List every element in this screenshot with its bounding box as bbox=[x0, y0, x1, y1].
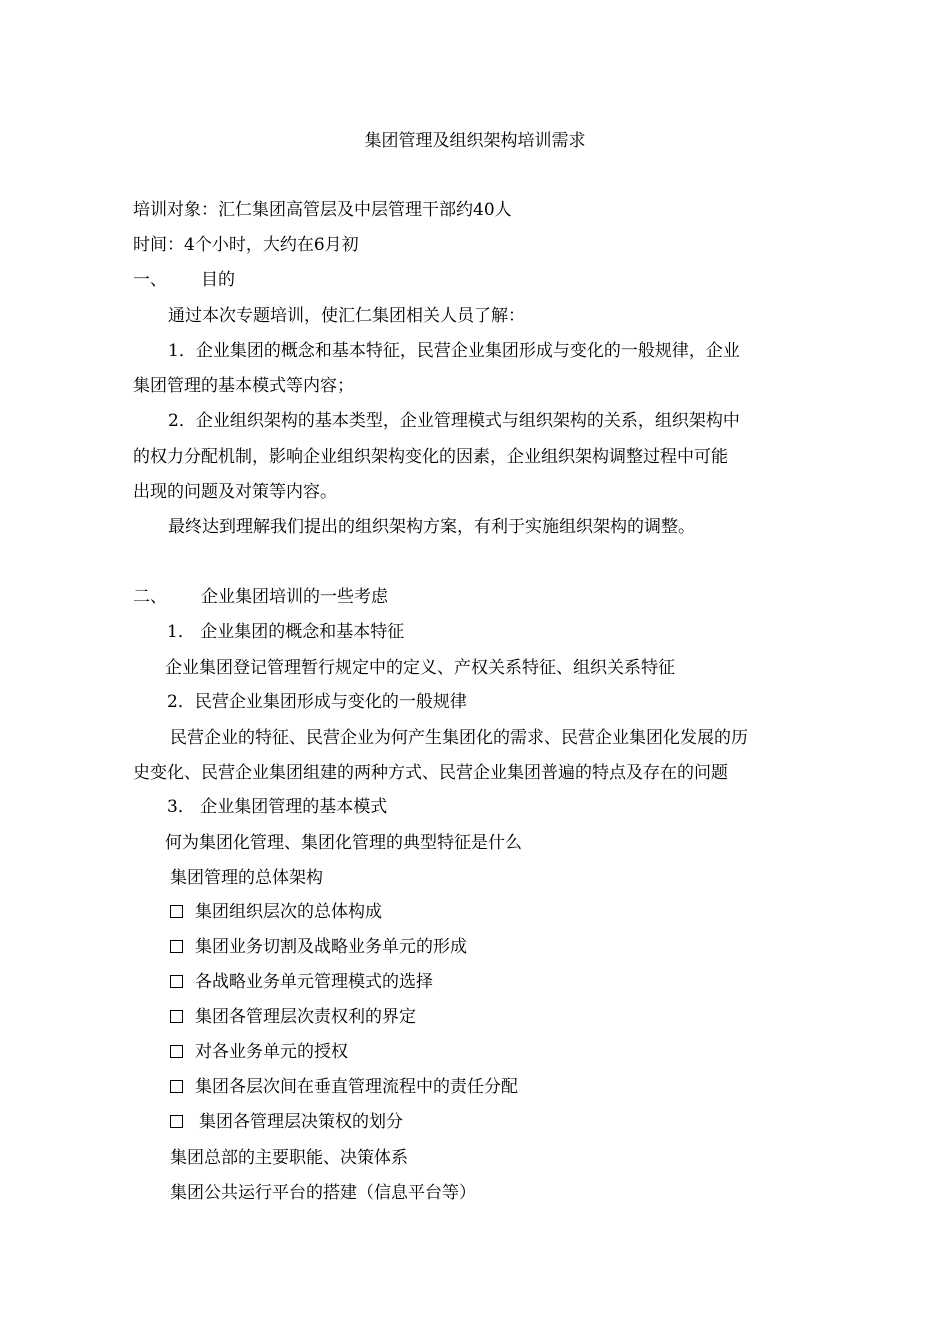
checklist-item: 各战略业务单元管理模式的选择 bbox=[170, 970, 433, 994]
checklist-item: 集团各管理层决策权的划分 bbox=[170, 1110, 403, 1134]
training-audience: 培训对象：汇仁集团高管层及中层管理干部约40人 bbox=[133, 200, 512, 220]
training-time: 时间：4个小时，大约在6月初 bbox=[133, 235, 359, 255]
subsection-1-title: 1． 企业集团的概念和基本特征 bbox=[167, 622, 405, 642]
page-title: 集团管理及组织架构培训需求 bbox=[364, 131, 586, 151]
checkbox-icon bbox=[170, 905, 183, 918]
section-1-item-1-line-2: 集团管理的基本模式等内容； bbox=[133, 376, 354, 396]
subsection-3-title: 3． 企业集团管理的基本模式 bbox=[167, 797, 388, 817]
section-1-item-1-line-1: 1．企业集团的概念和基本特征，民营企业集团形成与变化的一般规律，企业 bbox=[168, 341, 740, 361]
checkbox-icon bbox=[170, 940, 183, 953]
section-1-title: 目的 bbox=[201, 270, 235, 290]
headquarters-functions: 集团总部的主要职能、决策体系 bbox=[170, 1148, 408, 1168]
section-1-intro: 通过本次专题培训，使汇仁集团相关人员了解： bbox=[168, 306, 525, 326]
checkbox-icon bbox=[170, 1010, 183, 1023]
checklist-item: 对各业务单元的授权 bbox=[170, 1040, 348, 1064]
section-1-heading bbox=[133, 268, 235, 292]
section-1-item-2-line-2: 的权力分配机制，影响企业组织架构变化的因素，企业组织架构调整过程中可能 bbox=[133, 447, 728, 467]
subsection-1-body: 企业集团登记管理暂行规定中的定义、产权关系特征、组织关系特征 bbox=[165, 658, 675, 678]
section-1-item-2-line-1: 2．企业组织架构的基本类型，企业管理模式与组织架构的关系，组织架构中 bbox=[168, 411, 740, 431]
subsection-2-body-line-2: 史变化、民营企业集团组建的两种方式、民营企业集团普遍的特点及存在的问题 bbox=[133, 763, 728, 783]
section-1-number: 一、 bbox=[133, 270, 167, 290]
section-1-conclusion: 最终达到理解我们提出的组织架构方案，有利于实施组织架构的调整。 bbox=[168, 517, 695, 537]
checkbox-icon bbox=[170, 1045, 183, 1058]
section-2-number: 二、 bbox=[133, 587, 167, 607]
subsection-2-body-line-1: 民营企业的特征、民营企业为何产生集团化的需求、民营企业集团化发展的历 bbox=[170, 728, 748, 748]
public-platform: 集团公共运行平台的搭建（信息平台等） bbox=[170, 1183, 476, 1203]
subsection-2-title: 2．民营企业集团形成与变化的一般规律 bbox=[167, 692, 467, 712]
checkbox-icon bbox=[170, 975, 183, 988]
section-2-heading bbox=[133, 585, 388, 609]
checklist-item: 集团组织层次的总体构成 bbox=[170, 900, 382, 924]
checkbox-icon bbox=[170, 1080, 183, 1093]
checklist-item: 集团各层次间在垂直管理流程中的责任分配 bbox=[170, 1075, 518, 1099]
subsection-3-question: 何为集团化管理、集团化管理的典型特征是什么 bbox=[165, 833, 522, 853]
checkbox-icon bbox=[170, 1115, 183, 1128]
subsection-3-architecture: 集团管理的总体架构 bbox=[170, 868, 323, 888]
checklist-item: 集团业务切割及战略业务单元的形成 bbox=[170, 935, 467, 959]
section-1-item-2-line-3: 出现的问题及对策等内容。 bbox=[133, 482, 337, 502]
checklist-item: 集团各管理层次责权利的界定 bbox=[170, 1005, 416, 1029]
section-2-title: 企业集团培训的一些考虑 bbox=[201, 587, 388, 607]
